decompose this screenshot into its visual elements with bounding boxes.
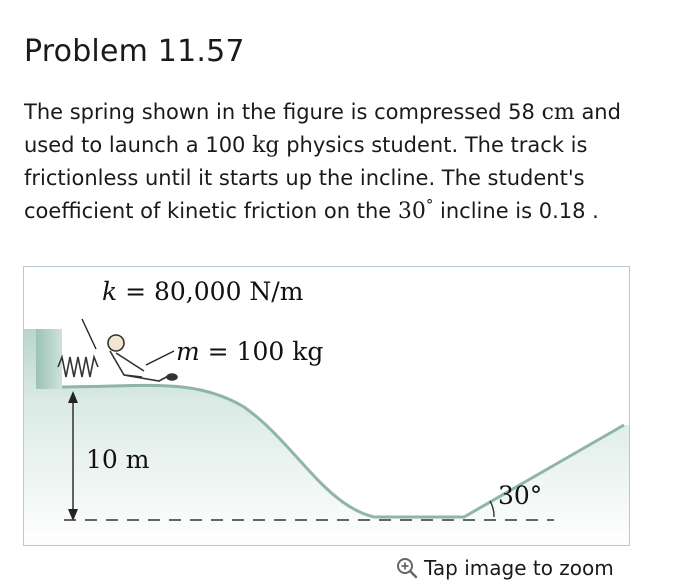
height-label: 10 m xyxy=(86,445,150,474)
mass-label: m = 100 kg xyxy=(176,337,324,366)
problem-figure[interactable] xyxy=(23,266,630,546)
statement-part-1: The spring shown in the figure is compressed 58 xyxy=(24,100,542,124)
problem-statement xyxy=(24,96,674,228)
zoom-label: Tap image to zoom xyxy=(424,556,614,580)
incline-angle-label: 30° xyxy=(498,481,543,510)
spring-constant-label: k = 80,000 N/m xyxy=(102,277,304,306)
tap-to-zoom-button[interactable] xyxy=(396,556,614,580)
launch-wall xyxy=(36,329,62,389)
track-body xyxy=(24,329,630,546)
mass-unit: kg xyxy=(252,133,280,158)
student-icon xyxy=(108,335,177,381)
degree-symbol: ° xyxy=(425,196,434,214)
problem-title: Problem 11.57 xyxy=(24,34,245,69)
k-leader-line xyxy=(82,319,96,349)
angle-value: 30 xyxy=(397,199,426,224)
m-leader-line xyxy=(146,351,174,365)
statement-part-3: physics student. The track is frictionless until it starts up the incline. The student's coefficient of kinetic friction on the xyxy=(24,133,588,223)
statement-part-2: and used to launch a 100 xyxy=(24,100,621,157)
zoom-in-icon xyxy=(396,557,418,579)
compression-unit: cm xyxy=(541,100,575,125)
statement-part-4: incline is 0.18 . xyxy=(433,199,599,223)
spring-icon xyxy=(58,357,98,377)
